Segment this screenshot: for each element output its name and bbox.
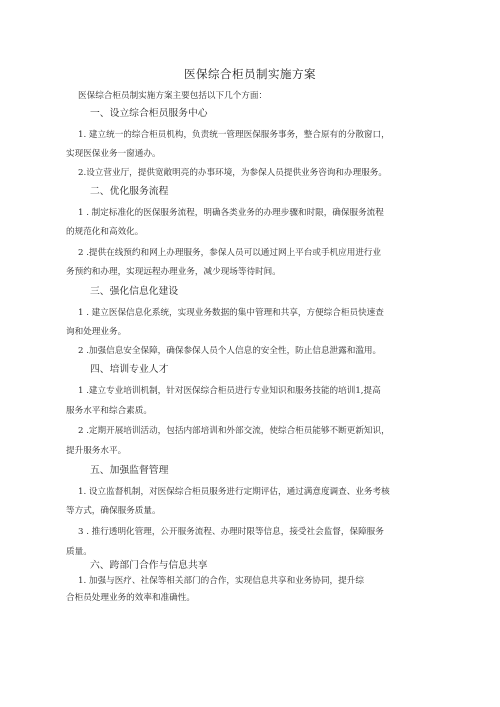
section-heading-3: 三、强化信息化建设 xyxy=(90,286,179,297)
paragraph-line: 1. 加强与医疗、社保等相关部门的合作，实现信息共享和业务协同，提升综 xyxy=(78,576,364,586)
paragraph-line: 2 .加强信息安全保障，确保参保人员个人信息的安全性，防止信息泄露和滥用。 xyxy=(78,346,382,356)
paragraph-line: 的规范化和高效化。 xyxy=(66,227,144,237)
paragraph-line: 提升服务水平。 xyxy=(66,446,127,456)
intro-text: 医保综合柜员制实施方案主要包括以下几个方面： xyxy=(78,91,268,101)
paragraph-line: 实现医保业务一窗通办。 xyxy=(66,149,161,159)
paragraph-line: 质量。 xyxy=(66,547,92,557)
section-heading-5: 五、加强监督管理 xyxy=(90,465,169,476)
paragraph-line: 2.设立营业厅，提供宽敞明亮的办事环境，为参保人员提供业务咨询和办理服务。 xyxy=(78,168,387,178)
paragraph-line: 等方式，确保服务质量。 xyxy=(66,506,161,516)
paragraph-line: 询和处理业务。 xyxy=(66,327,127,337)
section-heading-6: 六、跨部门合作与信息共享 xyxy=(90,560,208,571)
paragraph-line: 务预约和办理，实现远程办理业务，减少现场等待时间。 xyxy=(66,267,281,277)
paragraph-line: 1. 建立统一的综合柜员机构，负责统一管理医保服务事务，整合原有的分散窗口， xyxy=(78,130,390,140)
paragraph-line: 3 . 推行透明化管理，公开服务流程、办理时限等信息，接受社会监督，保障服务 xyxy=(78,527,384,537)
paragraph-line: 1 .建立专业培训机制，针对医保综合柜员进行专业知识和服务技能的培训1,提高 xyxy=(78,386,381,396)
paragraph-line: 合柜员处理业务的效率和准确性。 xyxy=(66,593,195,603)
paragraph-line: 2 .提供在线预约和网上办理服务，参保人员可以通过网上平台或手机应用进行业 xyxy=(78,248,382,258)
section-heading-1: 一、设立综合柜员服务中心 xyxy=(90,108,208,119)
section-heading-4: 四、培训专业人才 xyxy=(90,364,169,375)
paragraph-line: 1. 设立监督机制，对医保综合柜员服务进行定期评估，通过满意度调查、业务考核 xyxy=(78,487,390,497)
section-heading-2: 二、优化服务流程 xyxy=(90,186,169,197)
paragraph-line: 2 .定期开展培训活动，包括内部培训和外部交流，使综合柜员能够不断更新知识， xyxy=(78,426,390,436)
paragraph-line: 1 . 制定标准化的医保服务流程，明确各类业务的办理步骤和时限，确保服务流程 xyxy=(78,208,384,218)
paragraph-line: 服务水平和综合素质。 xyxy=(66,406,152,416)
paragraph-line: 1 . 建立医保信息化系统，实现业务数据的集中管理和共享，方便综合柜员快速查 xyxy=(78,308,384,318)
page-title: 医保综合柜员制实施方案 xyxy=(184,67,316,81)
